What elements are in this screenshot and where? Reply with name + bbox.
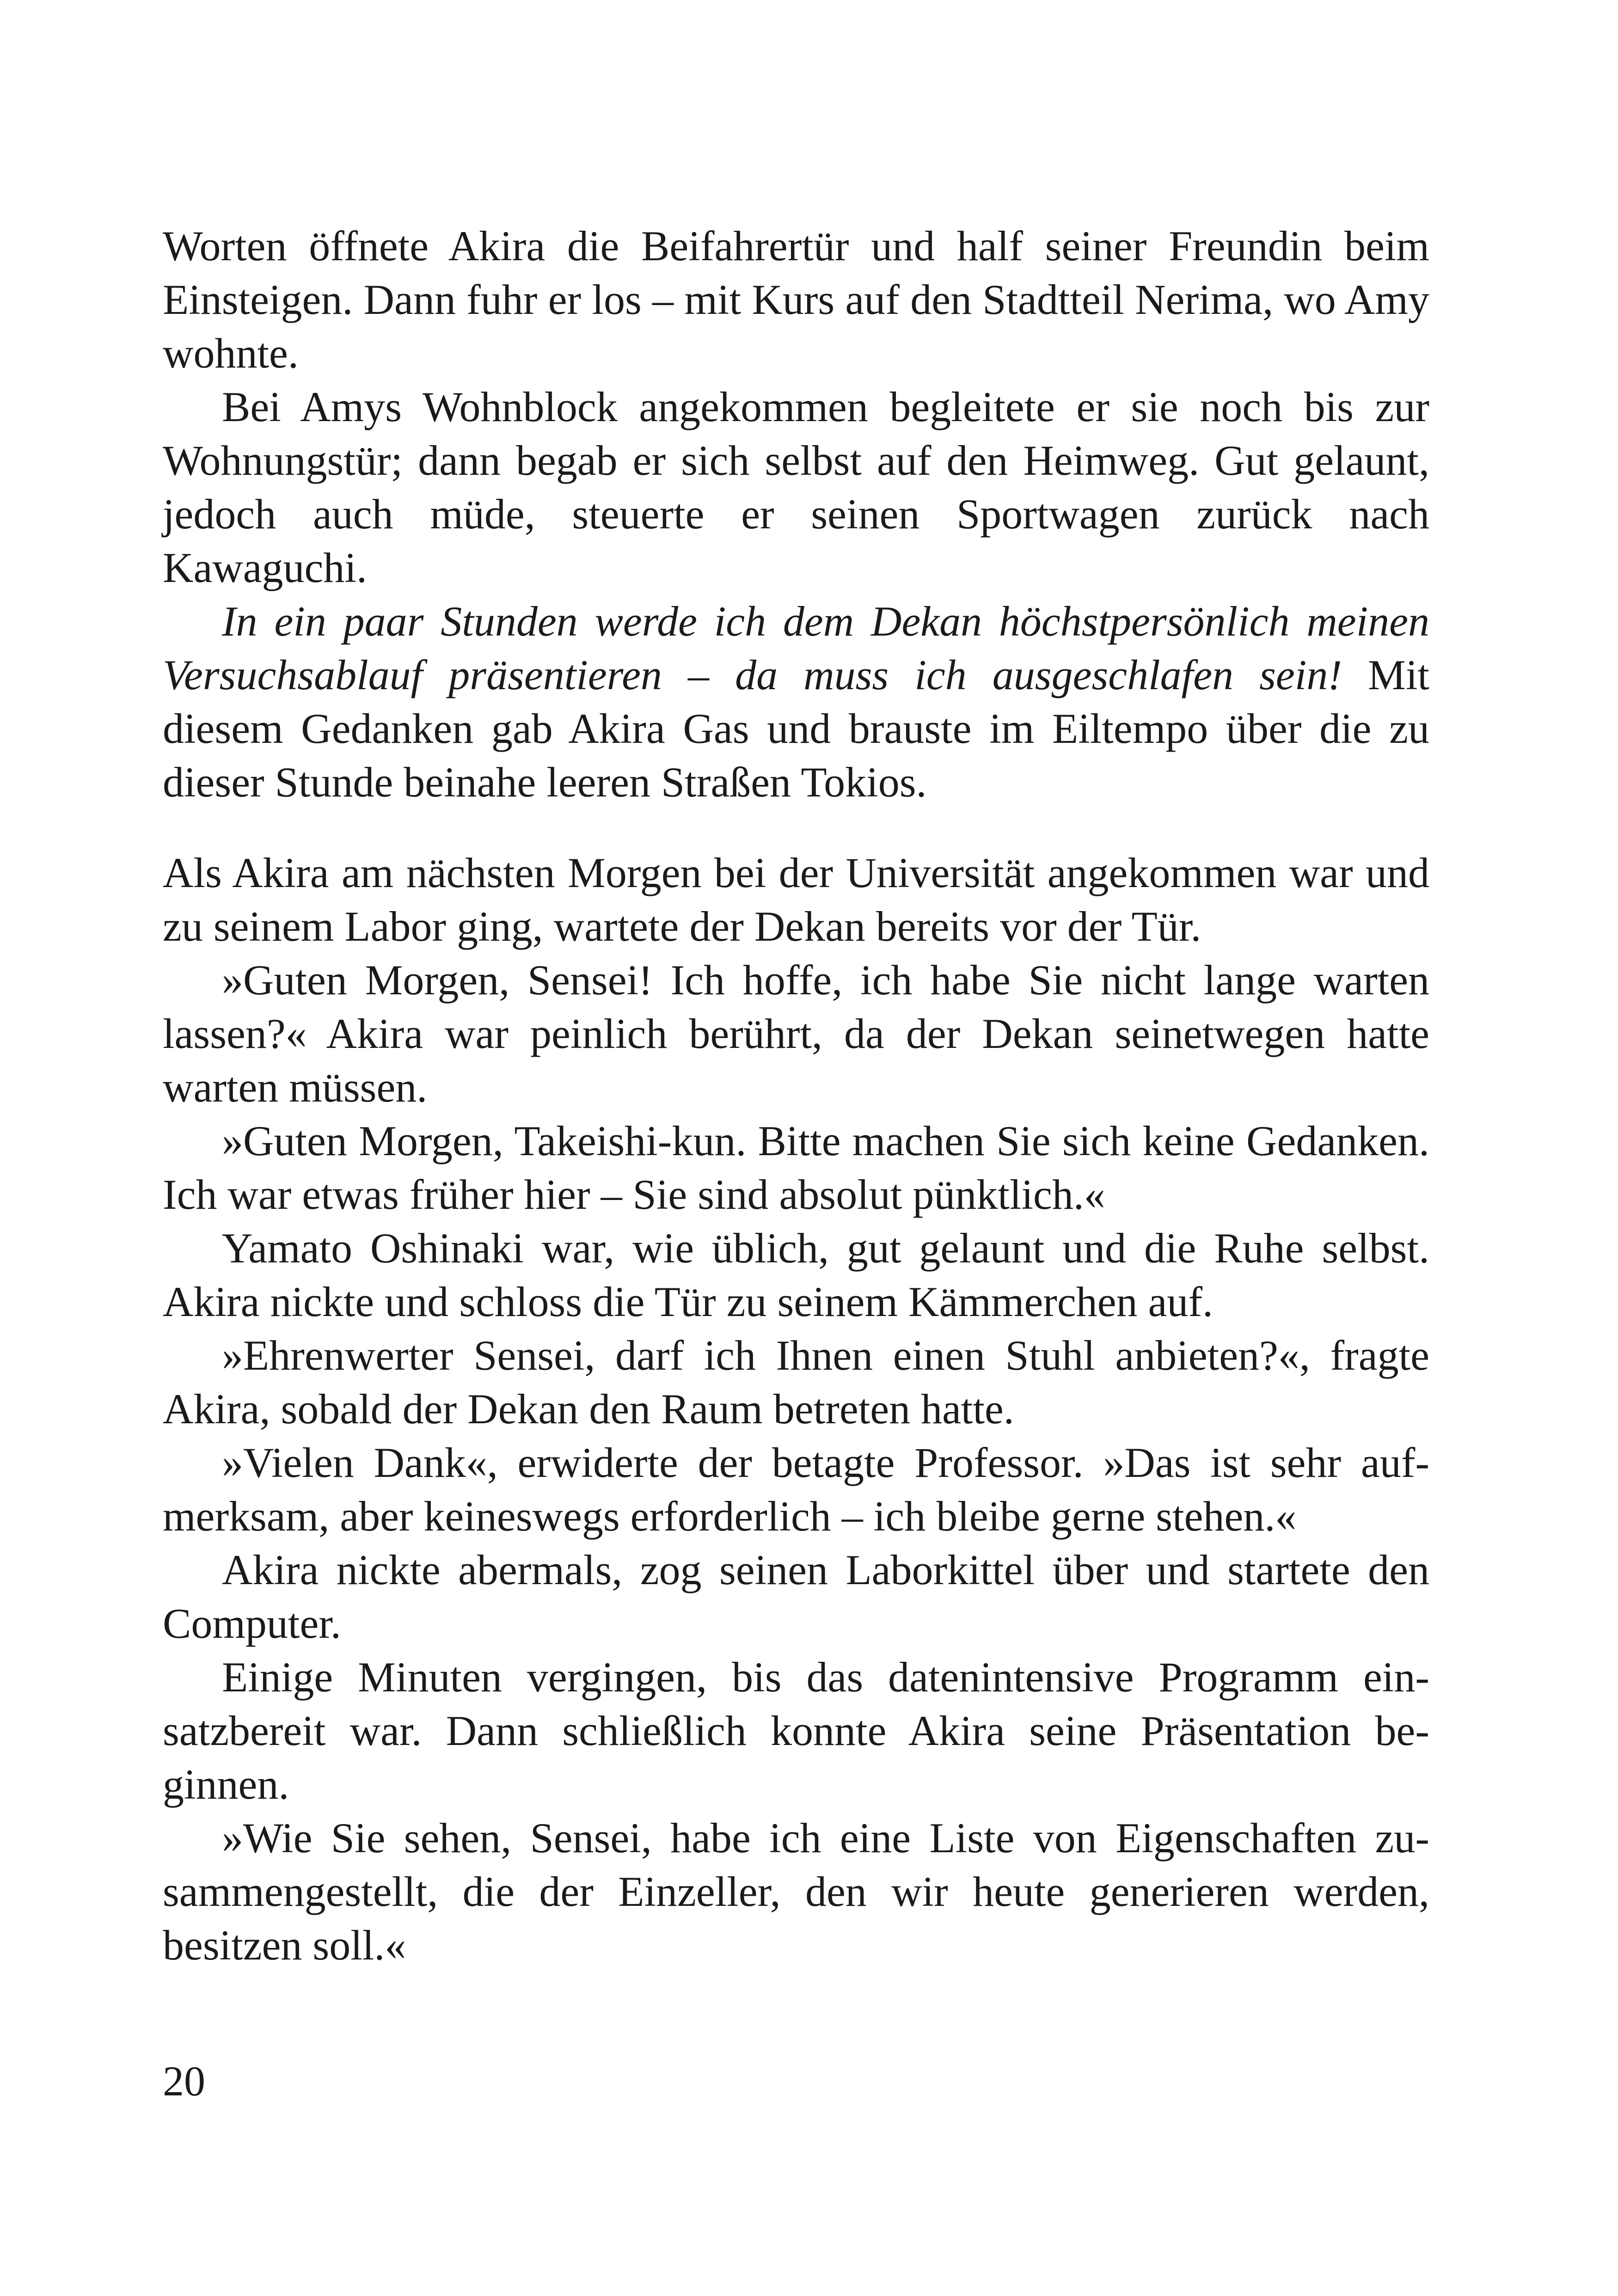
paragraph: Worten öffnete Akira die Beifahrertür und half seiner Freundin beim Einsteigen. Dann fuhr er los – mit Kurs auf den Stadtteil Nerima, wo Amy wohnte. bbox=[163, 222, 1429, 377]
text-section-2 bbox=[163, 846, 1429, 1972]
paragraph: »Wie Sie sehen, Sensei, habe ich eine Liste von Eigenschaften zusammengestellt, die der Einzeller, den wir heute generieren werden, besitzen soll.« bbox=[163, 1814, 1429, 1969]
paragraph: »Ehrenwerter Sensei, darf ich Ihnen einen Stuhl anbieten?«, fragte Akira, sobald der Dekan den Raum betreten hatte. bbox=[163, 1332, 1429, 1433]
page-number: 20 bbox=[163, 2057, 205, 2105]
paragraph: Yamato Oshinaki war, wie üblich, gut gelaunt und die Ruhe selbst. Akira nickte und schloss die Tür zu seinem Kämmerchen auf. bbox=[163, 1225, 1429, 1325]
paragraph: »Guten Morgen, Takeishi-kun. Bitte machen Sie sich keine Gedanken. Ich war etwas früher hier – Sie sind absolut pünktlich.« bbox=[163, 1117, 1429, 1218]
paragraph bbox=[163, 594, 1429, 809]
paragraph: »Vielen Dank«, erwiderte der betagte Professor. »Das ist sehr aufmerksam, aber keineswegs erforderlich – ich bleibe gerne stehen.« bbox=[163, 1439, 1429, 1540]
paragraph-continuation: Mit diesem Gedanken gab Akira Gas und brauste im Eiltempo über die zu dieser Stunde beinahe leeren Straßen Tokios. bbox=[163, 651, 1429, 806]
paragraph: Bei Amys Wohnblock angekommen begleitete er sie noch bis zur Wohnungstür; dann begab er sich selbst auf den Heimweg. Gut gelaunt, jedoch auch müde, steuerte er seinen Sportwagen zurück nach Kawaguchi. bbox=[163, 383, 1429, 591]
paragraph: »Guten Morgen, Sensei! Ich hoffe, ich habe Sie nicht lange warten lassen?« Akira war peinlich berührt, da der Dekan seinetwegen hatte warten müssen. bbox=[163, 956, 1429, 1111]
text-section-1 bbox=[163, 219, 1429, 809]
italic-thought: In ein paar Stunden werde ich dem Dekan höchstpersönlich meinen Versuchsablauf präsentieren – da muss ich ausgeschlafen sein! bbox=[163, 598, 1429, 698]
paragraph: Einige Minuten vergingen, bis das datenintensive Programm einsatzbereit war. Dann schließlich konnte Akira seine Präsentation beginnen. bbox=[163, 1653, 1429, 1808]
paragraph: Als Akira am nächsten Morgen bei der Universität angekommen war und zu seinem Labor ging, wartete der Dekan bereits vor der Tür. bbox=[163, 849, 1429, 950]
paragraph: Akira nickte abermals, zog seinen Laborkittel über und startete den Computer. bbox=[163, 1546, 1429, 1647]
